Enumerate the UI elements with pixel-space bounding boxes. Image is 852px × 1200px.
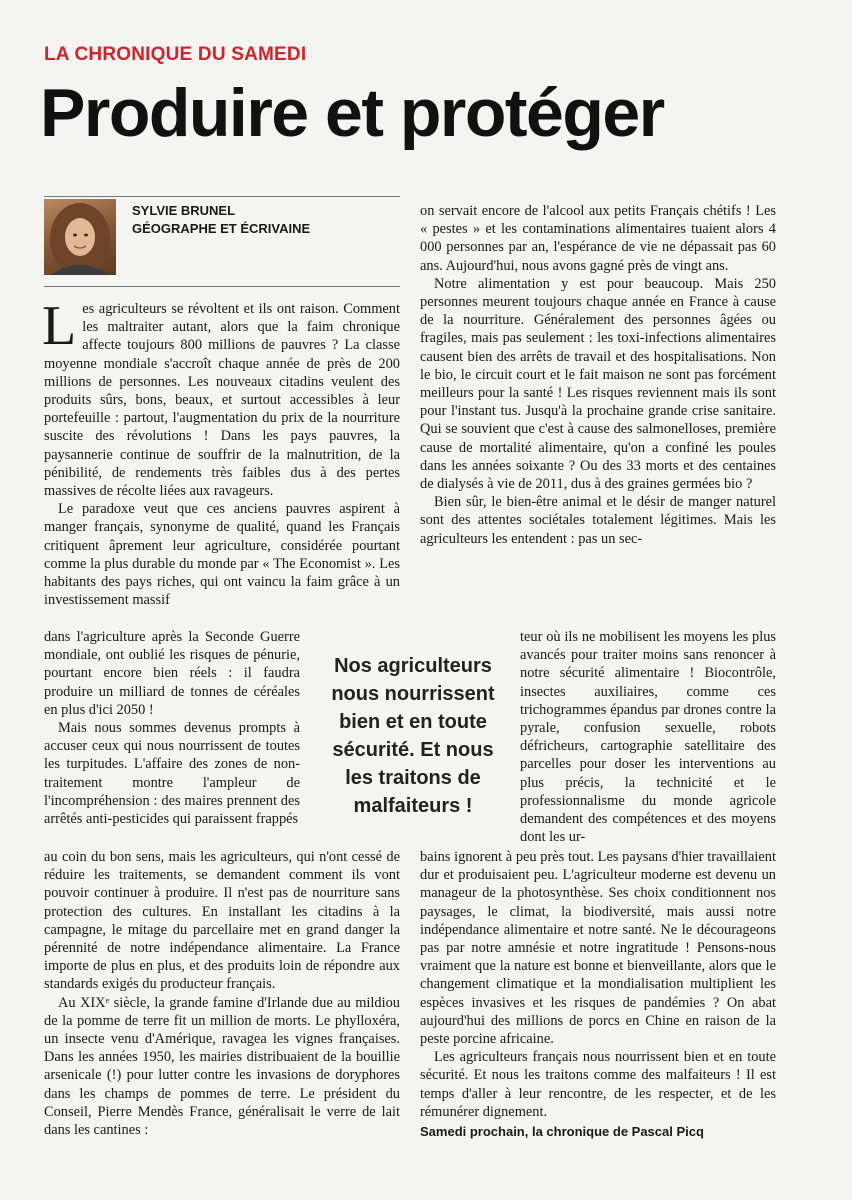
- byline-top-rule: [44, 196, 400, 197]
- paragraph: dans l'agriculture après la Seconde Guerre mondiale, ont oublié les risques de pénurie, pourtant encore bien réels : il faudra produire un milliard de tonnes de céréales en plus d'ici 2050 !: [44, 629, 300, 718]
- paragraph: Bien sûr, le bien-être animal et le désir de manger naturel sont des attentes sociétales totalement légitimes. Mais les agriculteurs les entendent : pas un sec-: [420, 494, 776, 547]
- paragraph: teur où ils ne mobilisent les moyens les plus avancés pour traiter moins sans renoncer à notre sécurité alimentaire ! Biocontrôle, insectes auxiliaires, comme ces trichogrammes épandus par drones contre la pyrale, confusion sexuelle, robots défricheurs, cartographie satellitaire des parcelles pour doser les interventions au plus précis, la technicité et le professionnalisme du monde agricole demandent des compétences et des moyens dont les ur-: [520, 629, 776, 846]
- next-chronicle-note: Samedi prochain, la chronique de Pascal Picq: [420, 1124, 704, 1140]
- column-left-bottom: [44, 848, 400, 1139]
- author-name: SYLVIE BRUNEL: [132, 203, 236, 218]
- paragraph: Mais nous sommes devenus prompts à accuser ceux qui nous nourrissent de toutes les turpitudes. L'affaire des zones de non-traitement montre l'ampleur de l'incompréhension : des maires prennent des arrêtés anti-pesticides qui paraissent frappés: [44, 720, 300, 828]
- paragraph: Au XIXᵉ siècle, la grande famine d'Irlande due au mildiou de la pomme de terre fit un million de morts. Le phylloxéra, un insecte venu d'Amérique, ravagea les vignes françaises. Dans les années 1950, les mairies distribuaient de la bouillie arsenicale (!) pour lutter contre les invasions de doryphores dans les champs de pommes de terre. Le président du Conseil, Pierre Mendès France, généralisait le verre de lait dans les cantines :: [44, 994, 400, 1139]
- column-right-bottom: [420, 848, 776, 1141]
- column-right-top: [420, 202, 776, 548]
- column-left-narrow: [44, 628, 300, 828]
- section-rubric: LA CHRONIQUE DU SAMEDI: [44, 44, 307, 65]
- author-portrait-icon: [44, 199, 116, 275]
- paragraph: bains ignorent à peu près tout. Les paysans d'hier travaillaient dur et produisaient peu. L'agriculteur moderne est devenu un manageur de la photosynthèse. Ses choix conditionnent nos paysages, le climat, la biodiversité, mais aussi notre indépendance alimentaire et notre santé. Ne le décourageons pas par notre amnésie et notre ingratitude ! Pensons-nous vraiment que la nature est bonne et bienveillante, alors que le changement climatique et la mondialisation multiplient les espèces invasives et les risques de pandémies ? On abat aujourd'hui des millions de porcs en Chine en raison de la peste porcine africaine.: [420, 849, 776, 1048]
- paragraph: Le paradoxe veut que ces anciens pauvres aspirent à manger français, synonyme de qualité, quand les Français critiquent âprement leur agriculture, considérée pourtant comme la plus durable du monde par « The Economist ». Les habitants des pays riches, qui ont vaincu la faim grâce à un investissement massif: [44, 501, 400, 609]
- article-title: Produire et protéger: [40, 75, 664, 151]
- paragraph: Les agriculteurs se révoltent et ils ont raison. Comment les maltraiter autant, alors que la faim chronique affecte toujours 800 millions de pauvres ? La classe moyenne mondiale s'accroît chaque année de près de 200 millions de personnes. Les nouveaux citadins veulent des produits sûrs, bons, beaux, et surtout accessibles à leur portefeuille : partout, l'augmentation du prix de la nourriture suscite des révolutions ! Dans les pays pauvres, la paysannerie continue de souffrir de la malnutrition, de la pénibilité, de rendements très faibles dus à des pertes massives de récolte liées aux ravageurs.: [42, 295, 400, 500]
- drop-cap: L: [42, 295, 77, 357]
- paragraph: au coin du bon sens, mais les agriculteurs, qui n'ont cessé de réduire les traitements, se demandent comment ils vont pouvoir continuer à produire. Il n'est pas de nourriture sans protection des cultures. En installant les citadins à la campagne, le mitage du parcellaire met en grand danger la pérennité de notre indépendance alimentaire. La France importe de plus en plus, et des produits loin de répondre aux standards exigés du producteur français.: [44, 849, 400, 993]
- author-byline: [132, 202, 310, 238]
- paragraph: Notre alimentation y est pour beaucoup. Mais 250 personnes meurent toujours chaque année en France à cause de la nourriture. Généralement des personnes âgées ou fragiles, mais pas seulement : les toxi-infections alimentaires causent bien des arrêts de travail et des hospitalisations. Non le bio, le circuit court et le fait maison ne sont pas forcément meilleurs pour la santé ! Les risques reviennent mais ils sont pour l'instant tus. Jusqu'à la prochaine grande crise sanitaire. Qui se souvient que c'est à cause des salmonelloses, première cause de mortalité alimentaire, qu'on a confiné les poules dans les années soixante ? Ou des 33 morts et des centaines de dialysés à vie de 2011, dus à des graines germées bio ?: [420, 275, 776, 493]
- author-role: GÉOGRAPHE ET ÉCRIVAINE: [132, 221, 311, 236]
- paragraph: Les agriculteurs français nous nourrissent bien et en toute sécurité. Et nous les traitons comme des malfaiteurs ! Il est temps d'aller à leur rencontre, de les respecter, et de les rémunérer dignement.: [420, 1049, 776, 1120]
- column-left-top: [42, 295, 400, 609]
- paragraph: on servait encore de l'alcool aux petits Français chétifs ! Les « pestes » et les contaminations alimentaires tuaient alors 4 000 personnes par an, l'espérance de vie ne dépassait pas 60 ans. Aujourd'hui, nous avons gagné près de vingt ans.: [420, 203, 776, 274]
- byline-bottom-rule: [44, 286, 400, 287]
- pull-quote: Nos agriculteurs nous nourrissent bien et en toute sécurité. Et nous les traitons de malfaiteurs !: [331, 655, 495, 817]
- column-right-narrow: [520, 628, 776, 846]
- author-photo: [44, 199, 116, 275]
